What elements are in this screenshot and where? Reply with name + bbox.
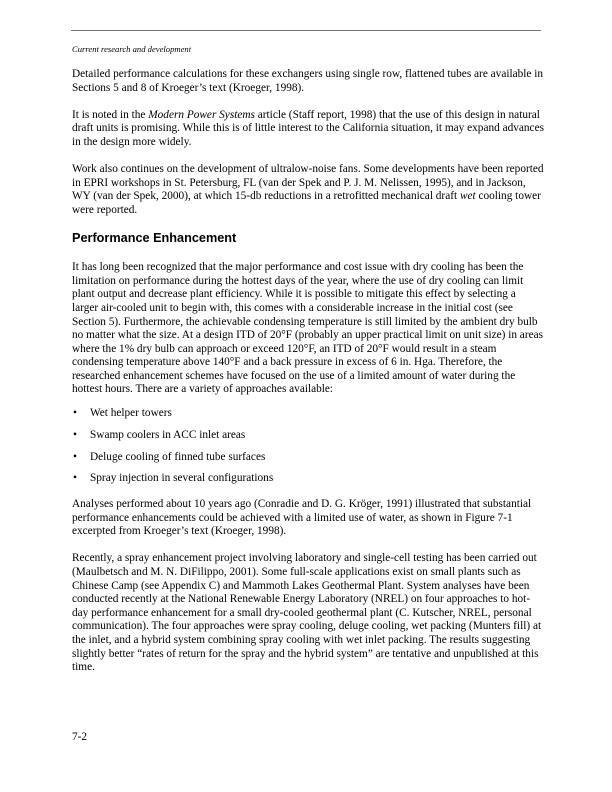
bullet-icon: • (73, 407, 77, 420)
page-body (72, 68, 544, 688)
header-rule (71, 30, 541, 31)
publication-title: Modern Power Systems (148, 108, 255, 121)
bullet-icon: • (73, 472, 77, 485)
running-head: Current research and development (72, 44, 192, 54)
paragraph-modern-power-systems: It is noted in the Modern Power Systems article (Staff report, 1998) that the use of this design in natural draft units is promising. While this is of little interest to the California situation, it may expand advances in the design more widely. (72, 108, 544, 148)
approaches-list (72, 407, 544, 486)
paragraph-low-noise-fans: Work also continues on the development of ultralow-noise fans. Some developments have been reported in EPRI workshops in St. Petersburg, FL (van der Spek and P. J. M. Nelissen, 1995), and in Jackson, WY (van der Spek, 2000), at which 15-db reductions in a retrofitted mechanical draft wet cooling tower were reported. (72, 163, 544, 216)
page-number: 7-2 (72, 731, 88, 743)
emphasis-wet: wet (459, 190, 476, 203)
list-item: • Spray injection in several configurations (73, 472, 274, 485)
list-item: • Wet helper towers (73, 407, 172, 420)
paragraph-exchanger-calculations: Detailed performance calculations for these exchangers using single row, flattened tubes are available in Sections 5 and 8 of Kroeger’s text (Kroeger, 1998). (72, 68, 544, 94)
section-heading: Performance Enhancement (72, 231, 237, 246)
paragraph-enhancement-intro: It has long been recognized that the major performance and cost issue with dry cooling has been the limitation on performance during the hottest days of the year, where the use of dry cooling can limit plant output and decrease plant efficiency. While it is possible to mitigate this effect by selecting a larger air-cooled unit to begin with, this comes with a considerable increase in the initial cost (see Section 5). Furthermore, the achievable condensing temperature is still limited by the ambient dry bulb no matter what the size. At a design ITD of 20°F (probably an upper practical limit on unit size) in areas where the 1% dry bulb can approach or exceed 120°F, an ITD of 20°F would result in a steam condensing temperature above 140°F and a back pressure in excess of 6 in. Hga. Therefore, the researched enhancement schemes have focused on the use of a limited amount of water during the hottest hours. There are a variety of approaches available: (72, 261, 544, 396)
bullet-icon: • (73, 428, 77, 441)
paragraph-analyses: Analyses performed about 10 years ago (Conradie and D. G. Kröger, 1991) illustrated that substantial performance enhancements could be achieved with a limited use of water, as shown in Figure 7-1 excerpted from Kroeger’s text (Kroeger, 1998). (72, 498, 532, 538)
list-item: • Swamp coolers in ACC inlet areas (73, 428, 246, 441)
paragraph-spray-enhancement: Recently, a spray enhancement project involving laboratory and single-cell testing has been carried out (Maulbetsch and M. N. DiFilippo, 2001). Some full-scale applications exist on small plants such as Chinese Camp (see Appendix C) and Mammoth Lakes Geothermal Plant. System analyses have been conducted recently at the National Renewable Energy Laboratory (NREL) on four approaches to hot-day performance enhancement for a small dry-cooled geothermal plant (C. Kutscher, NREL, personal communication). The four approaches were spray cooling, deluge cooling, wet packing (Munters fill) at the inlet, and a hybrid system combining spray cooling with wet inlet packing. The results suggesting slightly better “rates of return for the spray and the hybrid system” are tentative and unpublished at this time. (72, 552, 542, 674)
list-item: • Deluge cooling of finned tube surfaces (73, 450, 266, 463)
bullet-icon: • (73, 450, 77, 463)
